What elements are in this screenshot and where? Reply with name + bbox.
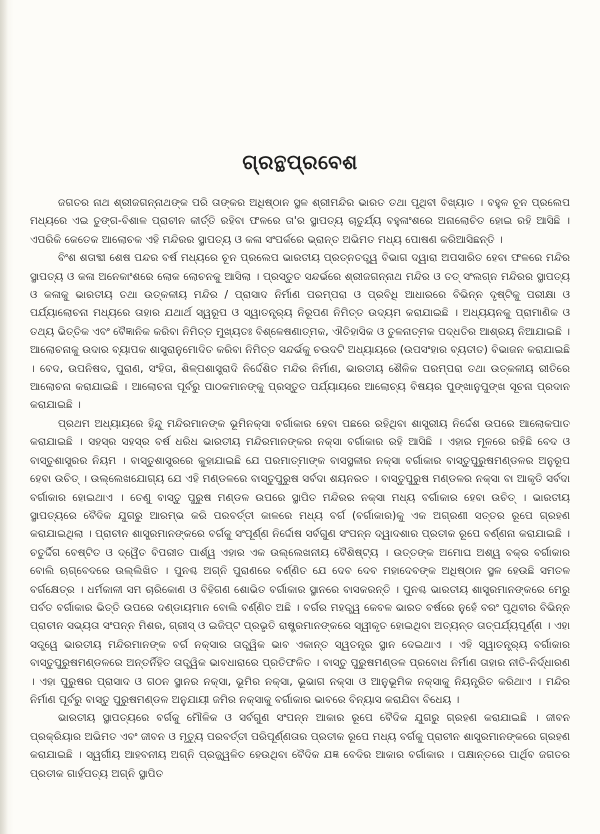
paragraph-2: ବିଂଶ ଶତାବ୍ଦୀ ଶେଷ ପନ୍ଦର ବର୍ଷ ମଧ୍ୟରେ ଚୂନ ପ୍ରଲେପ ଭାରତୀୟ ପ୍ରତ୍ନତତ୍ତ୍ୱ ବିଭାଗ ଦ୍ୱାରା ଅପସାରିତ ହେବା ଫଳରେ ମନ୍ଦିର ସ୍ଥାପତ୍ୟ ଓ କଳା ଅନେକାଂଶରେ ଲୋକ ଲୋଚନକୁ ଆସିଲା । ପ୍ରସ୍ତୁତ ସନ୍ଦର୍ଭରେ ଶ୍ରୀଜଗନ୍ନାଥ ମନ୍ଦିର ଓ ତତ୍ ସଂଲଗ୍ନ ମନ୍ଦିରର ସ୍ଥାପତ୍ୟ ଓ କଳାକୁ ଭାରତୀୟ ତଥା ଉତ୍କଳୀୟ ମନ୍ଦିର / ପ୍ରାସାଦ ନିର୍ମାଣ ପରମ୍ପରା ଓ ପ୍ରବିଧି ଆଧାରରେ ବିଭିନ୍ନ ଦୃଷ୍ଟିକୁ ପରୀକ୍ଷା ଓ ପର୍ଯ୍ୟାଲୋଚନା ମଧ୍ୟରେ ତାହାର ଯଥାର୍ଥ ସ୍ୱରୂପ ଓ ସ୍ୱାତନ୍ତ୍ର୍ୟ ନିରୂପଣ ନିମିତ୍ତ ଉଦ୍ୟମ କରାଯାଇଛି । ଅଧ୍ୟୟନକୁ ପ୍ରାମାଣିକ ଓ ତଥ୍ୟ ଭିତ୍ତିକ ଏବଂ ବୈଜ୍ଞାନିକ କରିବା ନିମିତ୍ତ ମୁଖ୍ୟତଃ ବିଶ୍ଳେଷଣାତ୍ମକ, ଐତିହାସିକ ଓ ତୁଳନାତ୍ମକ ପଦ୍ଧତିର ଆଶ୍ରୟ ନିଆଯାଇଛି । ଆଲୋଚନାକୁ ଉଦାର ବ୍ୟାପକ ଶାସ୍ତ୍ରାନୁମୋଦିତ କରିବା ନିମିତ୍ତ ସନ୍ଦର୍ଭକୁ ଚଉଦଟି ଅଧ୍ୟାୟରେ (ଉପସଂହାର ବ୍ୟତୀତ) ବିଭାଜନ କରାଯାଇଛି । ବେଦ, ଉପନିଷଦ, ପୁରାଣ, ସଂହିତା, ଶିଳ୍ପଶାସ୍ତ୍ରାଦି ନିର୍ଦ୍ଦେଶିତ ମନ୍ଦିର ନିର୍ମାଣ, ଭାରତୀୟ ଶୈଳିକ ପରମ୍ପରା ତଥା ଉତ୍କଳୀୟ ରୀତିରେ ଆଲୋଚନା କରାଯାଇଛି । ଆଲୋଚନା ପୂର୍ବରୁ ପାଠକମାନଙ୍କୁ ପ୍ରସ୍ତୁତ ପର୍ଯ୍ୟାୟରେ ଆଲୋଚ୍ୟ ବିଷୟର ପୁଙ୍ଖାନୁପୁଙ୍ଖ ସୂଚନା ପ୍ରଦାନ କରାଯାଇଛି । [30, 252, 570, 412]
paragraph-3: ପ୍ରଥମ ଅଧ୍ୟାୟରେ ହିନ୍ଦୁ ମନ୍ଦିରମାନଙ୍କ ଭୂମିନକ୍ସା ବର୍ଗାକାର ହେବା ପଛରେ ରହିଥିବା ଶାସ୍ତ୍ରୀୟ ନିର୍ଦ୍ଦେଶ ଉପରେ ଆଲୋକପାତ କରାଯାଇଛି । ସହସ୍ର ସହସ୍ର ବର୍ଷ ଧରିଧ ଭାରତୀୟ ମନ୍ଦିରମାନଙ୍କର ନକ୍ସା ବର୍ଗାକାର ରହି ଆସିଛି । ଏହାର ମୂଳରେ ରହିଛି ବେଦ ଓ ବାସ୍ତୁଶାସ୍ତ୍ରର ନିୟମ । ବାସ୍ତୁଶାସ୍ତ୍ରରେ କୁହାଯାଇଛି ଯେ ପରମାତ୍ମାଙ୍କ ବାସସ୍ଥଳୀର ନକ୍ସା ବର୍ଗାକାର ବାସ୍ତୁପୁରୁଷମଣ୍ଡଳର ଅନୁରୂପ ହେବା ଉଚିତ୍ । ଉଲ୍ଲେଖଯୋଗ୍ୟ ଯେ ଏହି ମଣ୍ଡଳରେ ବାସ୍ତୁପୁରୁଷ ସର୍ବଦା ଶୟନରତ । ବାସ୍ତୁପୁରୁଷ ମଣ୍ଡଳର ନକ୍ସା ବା ଆକୃତି ସର୍ବଦା ବର୍ଗାକାର ହୋଇଥାଏ । ତେଣୁ ବାସ୍ତୁ ପୁରୁଷ ମଣ୍ଡଳ ଉପରେ ସ୍ଥାପିତ ମନ୍ଦିରର ନକ୍ସା ମଧ୍ୟ ବର୍ଗାକାର ହେବା ଉଚିତ୍ । ଭାରତୀୟ ସ୍ଥାପତ୍ୟରେ ବୈଦିକ ଯୁଗରୁ ଆରମ୍ଭ କରି ପରବର୍ତ୍ତୀ କାଳରେ ମଧ୍ୟ ବର୍ଗ (ବର୍ଗାକାର)କୁ ଏକ ଅଗ୍ରଣୀ ସତ୍ତର ରୂପେ ଗ୍ରହଣ କରାଯାଇଥିଲା । ପ୍ରାଚୀନ ଶାସ୍ତ୍ରମାନଙ୍କରେ ବର୍ଗକୁ ସଂପୂର୍ଣ୍ଣ ନିର୍ଦ୍ଦୋଷ ସର୍ବଗୁଣ ସଂପନ୍ନ ଦ୍ୱାଦଶାର ପ୍ରତୀକ ରୂପେ ବର୍ଣ୍ଣନା କରାଯାଇଛି । ଚତୁର୍ଦ୍ଦିଗ ବେଷ୍ଟିତ ଓ ଦ୍ୱୈତ ବିପରୀତ ପାର୍ଶ୍ୱ ଏହାର ଏକ ଉଲ୍ଲେଖନୀୟ ବୈଶିଷ୍ଟ୍ୟ । ଉତ୍ତଙ୍କ ଅମୋଘ ଅଶ୍ୱ ବକ୍ର ବର୍ଗାକାର ବୋଲି ଋଗ୍‌ବେଦରେ ଉଲ୍ଲିଖିତ । ପୁନଶ୍ଚ ଅଗ୍ନି ପୁରାଣରେ ବର୍ଣ୍ଣିତ ଯେ ଦେବ ଦେବ ମହାଦେବଙ୍କ ଅଧିଷ୍ଠାନ ସ୍ଥଳ ହେଉଛି ସମତଳ ବର୍ଗକ୍ଷେତ୍ର । ଧର୍ମକାଳୀ ସମ ଚାରିକୋଣ ଓ ବିହିଗଣ ଶୋଭିତ ବର୍ଗାକାର ସ୍ଥାନରେ ବାସକରନ୍ତି । ପୁନଶ୍ଚ ଭାରତୀୟ ଶାସ୍ତ୍ରମାନଙ୍କରେ ମେରୁ ପର୍ବତ ବର୍ଗାକାର ଭିତ୍ତି ଉପରେ ଦଣ୍ଡାୟମାନ ବୋଲି ବର୍ଣ୍ଣିତ ଅଛି । ବର୍ଗର ମହତ୍ତ୍ୱ କେବଳ ଭାରତ ବର୍ଷରେ ନୁହେଁ ବରଂ ପୃଥିବୀର ବିଭିନ୍ନ ପ୍ରାଚୀନ ସଭ୍ୟତା ସଂପନ୍ନ ମିଶର, ଗ୍ରୀସ୍ ଓ ଇଜିପ୍ଟ ପ୍ରଭୃତି ରାଷ୍ଟ୍ରମାନଙ୍କରେ ସ୍ୱୀକୃତ ହୋଇଥିବା ଅତ୍ୟନ୍ତ ତାତ୍ପର୍ଯ୍ୟପୂର୍ଣ୍ଣ । ଏହା ସତ୍ତ୍ୱେ ଭାରତୀୟ ମନ୍ଦିରମାନଙ୍କ ବର୍ଗ ନକ୍ସାର ତାତ୍ତ୍ୱିକ ଭାବ ଏକାନ୍ତ ସ୍ୱତନ୍ତ୍ର ସ୍ଥାନ ଦେଇଥାଏ । ଏହି ସ୍ୱାତନ୍ତ୍ର୍ୟ ବର୍ଗାକାର ବାସ୍ତୁପୁରୁଷମଣ୍ଡଳରେ ଅନ୍ତର୍ନିହିତ ତାତ୍ତ୍ୱିକ ଭାବଧାରାରେ ପ୍ରତିଫଳିତ । ବାସ୍ତୁ ପୁରୁଷମଣ୍ଡଳ ପ୍ରବୋଧ ନିର୍ମାଣ ତାହାର ନୀତି-ନିର୍ଦ୍ଧାରଣ । ଏହା ପୁରୁଷର ପ୍ରାସାଦ ଓ ଗଠନ ସ୍ଥାନର ନକ୍ସା, ଭୂମିର ନକ୍ସା, ଭୂଭାଗ ନକ୍ସା ଓ ଆନୁଭୂମିକ ନକ୍ସାକୁ ନିୟନ୍ତ୍ରିତ କରିଥାଏ । ମନ୍ଦିର ନିର୍ମାଣ ପୂର୍ବରୁ ବାସ୍ତୁ ପୁରୁଷମଣ୍ଡଳ ଅନୁଯାୟୀ ଜମିର ନକ୍ସାକୁ ବର୍ଗାକାର ଭାବରେ ବିନ୍ୟାସ କରାଯିବା ବିଧେୟ । [30, 417, 571, 706]
paragraph-1: ଜଗତର ନାଥ ଶ୍ରୀଜଗନ୍ନାଥଙ୍କ ପରି ତାଙ୍କର ଅଧିଷ୍ଠାନ ସ୍ଥଳ ଶ୍ରୀମନ୍ଦିର ଭାରତ ତଥା ପୃଥିବୀ ବିଖ୍ୟାତ । ବହୁଳ ଚୂନ ପ୍ରଲେପ ମଧ୍ୟରେ ଏଇ ତୁଙ୍ଗ-ବିଶାଳ ପ୍ରାଚୀନ କୀର୍ତ୍ତି ରହିବା ଫଳରେ ତା'ର ସ୍ଥାପତ୍ୟ ଚାତୁର୍ଯ୍ୟ ବହୁଳାଂଶରେ ଅନାଲୋଚିତ ହୋଇ ରହି ଆସିଛି । ଏପରିକି କେତେକ ଆଲୋଚକ ଏହି ମନ୍ଦିରର ସ୍ଥାପତ୍ୟ ଓ କଳା ସଂପର୍କରେ ଭ୍ରାନ୍ତ ଅଭିମତ ମଧ୍ୟ ପୋଷଣ କରିଆସିଛନ୍ତି । [30, 197, 570, 246]
chapter-heading: ଗ୍ରନ୍ଥପ୍ରବେଶ [242, 150, 358, 174]
binding-shadow [0, 0, 8, 834]
paragraph-4: ଭାରତୀୟ ସ୍ଥାପତ୍ୟରେ ବର୍ଗକୁ ମୌଳିକ ଓ ସର୍ବଗୁଣ ସଂପନ୍ନ ଆକାର ରୂପେ ବୈଦିକ ଯୁଗରୁ ଗ୍ରହଣ କରାଯାଇଛି । ଜୀବନ ପ୍ରକ୍ରିୟାର ଅଭିମତ ଏବଂ ଜୀବନ ଓ ମୃତ୍ୟୁ ପରବର୍ତ୍ତୀ ପରିପୂର୍ଣ୍ଣତାର ପ୍ରତୀକ ରୂପେ ମଧ୍ୟ ବର୍ଗକୁ ପ୍ରାଚୀନ ଶାସ୍ତ୍ରମାନଙ୍କରେ ଗ୍ରହଣ କରାଯାଇଛି । ସ୍ୱର୍ଗୀୟ ଆହବନୀୟ ଅଗ୍ନି ପ୍ରଜ୍ଜ୍ୱଳିତ ହେଉଥିବା ବୈଦିକ ଯଜ୍ଞ ବେଦିର ଆକାର ବର୍ଗାକାର । ପକ୍ଷାନ୍ତରେ ପାର୍ଥିବ ଜଗତର ପ୍ରତୀକ ଗାର୍ହପତ୍ୟ ଅଗ୍ନି ସ୍ଥାପିତ [30, 712, 570, 780]
